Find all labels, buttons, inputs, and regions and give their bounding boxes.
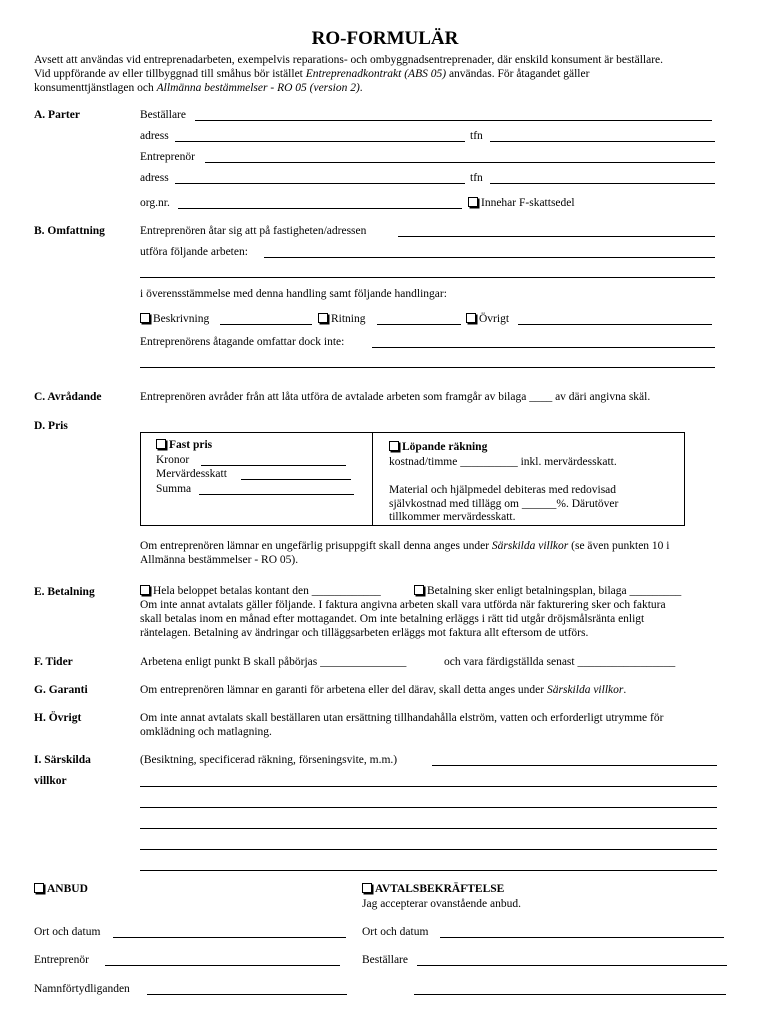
avtal-subtitle: Jag accepterar ovanstående anbud. (362, 898, 522, 910)
section-c-heading: C. Avrådande (34, 391, 102, 403)
material-line-2: självkostnad med tillägg om ______%. Därutöver (389, 498, 619, 510)
checkbox-icon[interactable] (362, 883, 372, 893)
moms-field[interactable] (241, 479, 351, 480)
material-line-1: Material och hjälpmedel debiteras med redovisad (389, 484, 617, 496)
villkor-field-6[interactable] (140, 870, 717, 871)
pris-note-2: Allmänna bestämmelser - RO 05). (140, 554, 299, 566)
ovrigt-option[interactable]: Övrigt (466, 313, 509, 325)
ritning-field[interactable] (377, 324, 461, 325)
avtalsbekraftelse-option[interactable]: AVTALSBEKRÄFTELSE (362, 883, 504, 895)
orgnr-field[interactable] (178, 208, 462, 209)
beskrivning-option[interactable]: Beskrivning (140, 313, 209, 325)
avtal-bestallare-label: Beställare (362, 954, 408, 966)
anbud-ort-field[interactable] (113, 937, 346, 938)
checkbox-icon[interactable] (468, 197, 478, 207)
omfattning-line-4: Entreprenörens åtagande omfattar dock inte: (140, 336, 345, 348)
betalning-line-2: Om inte annat avtalats gäller följande. I faktura angivna arbeten skall vara utförda när fakturering sker och faktura (140, 599, 666, 611)
adress-label-1: adress (140, 130, 169, 142)
entreprenor-label: Entreprenör (140, 151, 195, 163)
checkbox-icon[interactable] (34, 883, 44, 893)
section-i-heading: I. Särskilda (34, 754, 91, 766)
moms-label: Mervärdesskatt (156, 468, 227, 480)
avtal-bestallare-field[interactable] (417, 965, 727, 966)
pris-box (140, 432, 685, 526)
avtal-ort-label: Ort och datum (362, 926, 429, 938)
bestallare-field[interactable] (195, 120, 712, 121)
bestallare-label: Beställare (140, 109, 186, 121)
villkor-field-3[interactable] (140, 807, 717, 808)
intro-line-1: Avsett att användas vid entreprenadarbeten, exempelvis reparations- och ombyggnadsentreprenader, där enskild konsument är beställare. (34, 54, 664, 66)
betalningsplan-option[interactable]: Betalning sker enligt betalningsplan, bilaga _________ (414, 585, 681, 597)
orgnr-label: org.nr. (140, 197, 170, 209)
intro-line-2: Vid uppförande av eller tillbyggnad till småhus bör istället Entreprenadkontrakt (ABS 05) användas. För åtagandet gäller (34, 68, 590, 80)
undantag-field-1[interactable] (372, 347, 715, 348)
material-line-3: tillkommer mervärdesskatt. (389, 511, 516, 523)
adress-field-1[interactable] (175, 141, 465, 142)
arbeten-field-2[interactable] (140, 277, 715, 278)
section-g-heading: G. Garanti (34, 684, 88, 696)
kronor-field[interactable] (201, 465, 346, 466)
checkbox-icon[interactable] (414, 585, 424, 595)
tider-end: och vara färdigställda senast _________________ (444, 656, 676, 668)
kostnad-timme: kostnad/timme __________ inkl. mervärdesskatt. (389, 456, 617, 468)
fskatt-option[interactable]: Innehar F-skattsedel (468, 197, 575, 209)
ovrigt-line-1: Om inte annat avtalats skall beställaren utan ersättning tillhandahålla elström, vatten och erforderligt utrymme för (140, 712, 664, 724)
villkor-field-1[interactable] (432, 765, 717, 766)
checkbox-icon[interactable] (140, 585, 150, 595)
pris-note-1: Om entreprenören lämnar en ungefärlig prisuppgift skall denna anges under Särskilda villkor (se även punkten 10 i (140, 540, 670, 552)
avtal-namn-field[interactable] (414, 994, 726, 995)
checkbox-icon[interactable] (156, 439, 166, 449)
anbud-entreprenor-field[interactable] (105, 965, 340, 966)
betalning-line-4: räntelagen. Betalning av ändringar och tilläggsarbeten erläggs mot faktura allt eftersom de utförs. (140, 627, 589, 639)
intro-line-3: konsumenttjänstlagen och Allmänna bestämmelser - RO 05 (version 2). (34, 82, 363, 94)
section-e-heading: E. Betalning (34, 586, 95, 598)
anbud-namn-label: Namnförtydliganden (34, 983, 130, 995)
undantag-field-2[interactable] (140, 367, 715, 368)
section-i-heading-2: villkor (34, 775, 67, 787)
ovrigt-field[interactable] (518, 324, 712, 325)
tfn-label-2: tfn (470, 172, 483, 184)
villkor-field-5[interactable] (140, 849, 717, 850)
anbud-option[interactable]: ANBUD (34, 883, 88, 895)
checkbox-icon[interactable] (140, 313, 150, 323)
anbud-entreprenor-label: Entreprenör (34, 954, 89, 966)
betalning-line-3: skall betalas inom en månad efter mottagandet. Om inte betalning erläggs i rätt tid utgår dröjsmålsränta enligt (140, 613, 645, 625)
sarskilda-hint: (Besiktning, specificerad räkning, förseningsvite, m.m.) (140, 754, 398, 766)
villkor-field-2[interactable] (140, 786, 717, 787)
summa-label: Summa (156, 483, 192, 495)
omfattning-line-1: Entreprenören åtar sig att på fastigheten/adressen (140, 225, 367, 237)
tfn-field-2[interactable] (490, 183, 715, 184)
ovrigt-line-2: omklädning och matlagning. (140, 726, 272, 738)
hela-beloppet-option[interactable]: Hela beloppet betalas kontant den ____________ (140, 585, 381, 597)
section-a-heading: A. Parter (34, 109, 80, 121)
adress-label-2: adress (140, 172, 169, 184)
fast-pris-option[interactable]: Fast pris (156, 439, 212, 451)
avradande-text: Entreprenören avråder från att låta utföra de avtalade arbeten som framgår av bilaga ____ av däri angivna skäl. (140, 391, 651, 403)
villkor-field-4[interactable] (140, 828, 717, 829)
checkbox-icon[interactable] (466, 313, 476, 323)
section-h-heading: H. Övrigt (34, 712, 82, 724)
kronor-label: Kronor (156, 454, 190, 466)
tfn-field-1[interactable] (490, 141, 715, 142)
lopande-option[interactable]: Löpande räkning (389, 441, 487, 453)
checkbox-icon[interactable] (389, 441, 399, 451)
omfattning-line-3: i överensstämmelse med denna handling samt följande handlingar: (140, 288, 447, 300)
page-title: RO-FORMULÄR (311, 28, 459, 49)
omfattning-line-2: utföra följande arbeten: (140, 246, 248, 258)
pris-divider (372, 433, 373, 525)
section-d-heading: D. Pris (34, 420, 68, 432)
entreprenor-field[interactable] (205, 162, 715, 163)
arbeten-field-1[interactable] (264, 257, 715, 258)
checkbox-icon[interactable] (318, 313, 328, 323)
anbud-ort-label: Ort och datum (34, 926, 101, 938)
adress-field-2[interactable] (175, 183, 465, 184)
tider-start: Arbetena enligt punkt B skall påbörjas _______________ (140, 656, 407, 668)
tfn-label-1: tfn (470, 130, 483, 142)
garanti-text: Om entreprenören lämnar en garanti för arbetena eller del därav, skall detta anges under Särskilda villkor. (140, 684, 627, 696)
anbud-namn-field[interactable] (147, 994, 347, 995)
section-b-heading: B. Omfattning (34, 225, 105, 237)
avtal-ort-field[interactable] (440, 937, 724, 938)
fastighet-field[interactable] (398, 236, 715, 237)
section-f-heading: F. Tider (34, 656, 73, 668)
beskrivning-field[interactable] (220, 324, 312, 325)
ritning-option[interactable]: Ritning (318, 313, 366, 325)
summa-field[interactable] (199, 494, 354, 495)
